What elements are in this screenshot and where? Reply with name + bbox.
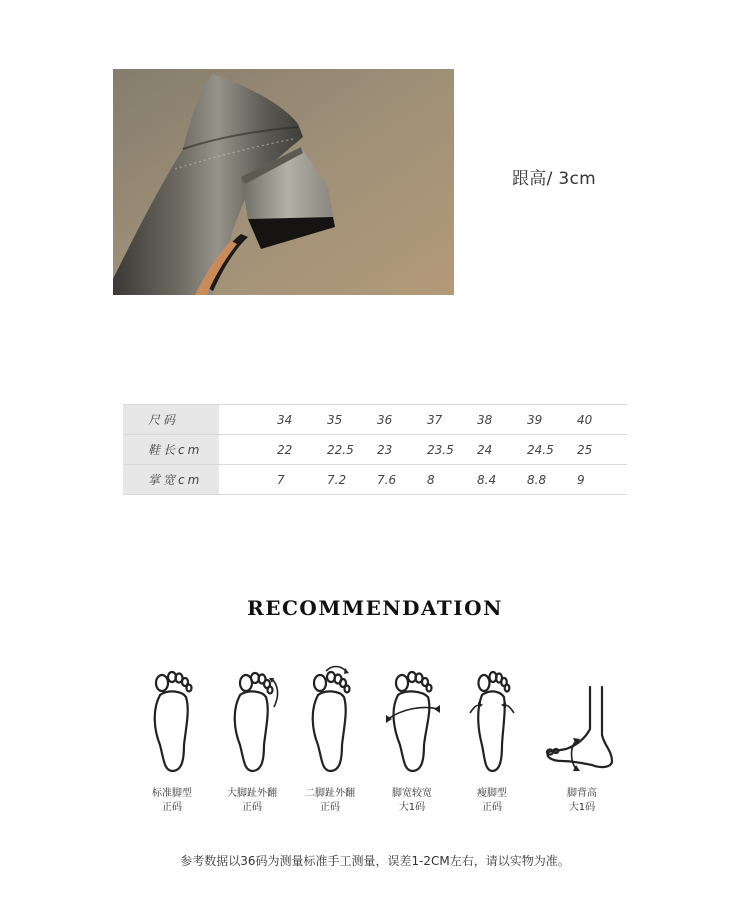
high-instep-foot-icon [542,665,622,775]
slim-foot-icon [462,665,522,775]
table-cell: 7.6 [377,465,427,495]
table-cell: 35 [327,405,377,435]
table-cell: 9 [577,465,627,495]
table-cell: 8.4 [477,465,527,495]
row-header-size: 尺码 [123,405,219,435]
table-cell: 40 [577,405,627,435]
table-cell: 22.5 [327,435,377,465]
foot-type-wide [372,665,452,815]
table-cell: 25 [577,435,627,465]
table-cell: 23.5 [427,435,477,465]
wide-foot-icon [382,665,442,775]
table-row [123,405,627,435]
size-table [123,404,627,495]
table-cell: 7.2 [327,465,377,495]
product-photo [113,69,454,295]
recommendation-title: RECOMMENDATION [247,596,503,620]
table-cell: 24 [477,435,527,465]
table-cell: 39 [527,405,577,435]
bunion-foot-icon [222,665,282,775]
foot-type-list [0,665,750,825]
foot-caption: 瘦脚型 正码 [477,788,507,813]
foot-caption: 大脚趾外翻 正码 [227,788,277,813]
foot-caption: 脚背高 大1码 [567,788,597,813]
foot-caption: 标准脚型 正码 [152,788,192,813]
table-row [123,435,627,465]
table-cell: 36 [377,405,427,435]
table-cell: 34 [277,405,327,435]
foot-type-high-instep [542,665,622,815]
table-cell: 7 [277,465,327,495]
table-cell: 8 [427,465,477,495]
foot-caption: 脚宽较宽 大1码 [392,788,432,813]
table-cell: 24.5 [527,435,577,465]
second-toe-foot-icon [300,665,360,775]
foot-type-second-toe [290,665,370,815]
standard-foot-icon [142,665,202,775]
table-row [123,465,627,495]
heel-height-label: 跟高/ 3cm [512,169,596,189]
foot-type-standard [132,665,212,815]
table-cell: 37 [427,405,477,435]
foot-type-bunion [212,665,292,815]
foot-type-slim [452,665,532,815]
row-header-width: 掌宽cm [123,465,219,495]
table-cell: 8.8 [527,465,577,495]
shoe-heel-image [113,69,454,295]
foot-caption: 二脚趾外翻 正码 [305,788,355,813]
table-cell: 22 [277,435,327,465]
row-header-length: 鞋长cm [123,435,219,465]
table-cell: 38 [477,405,527,435]
table-cell: 23 [377,435,427,465]
measurement-note: 参考数据以36码为测量标准手工测量，误差1-2CM左右，请以实物为准。 [180,854,570,868]
